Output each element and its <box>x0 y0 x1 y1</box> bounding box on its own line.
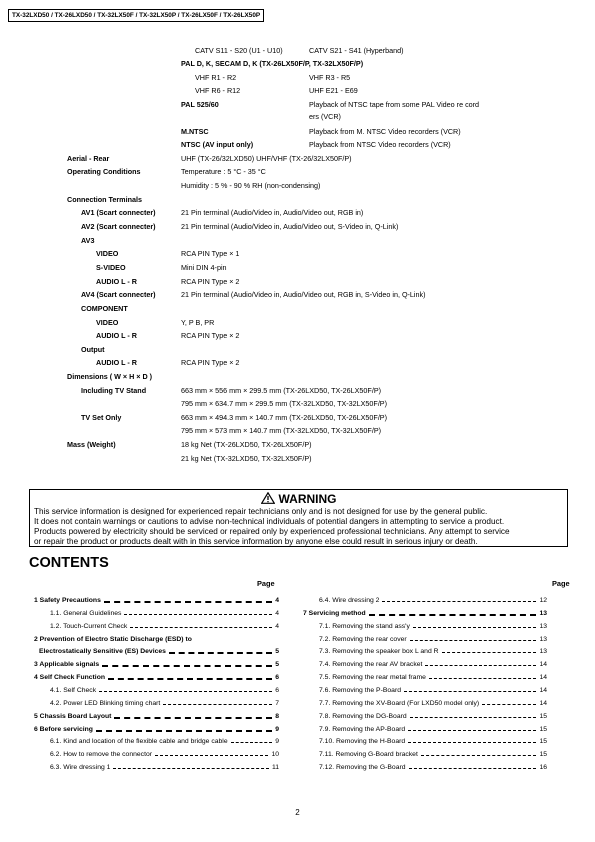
toc-leader <box>124 614 272 615</box>
toc-entry[interactable] <box>34 712 279 722</box>
toc-leader <box>382 601 536 602</box>
toc-entry-title: 6.3. Wire dressing 1 <box>50 764 111 772</box>
toc-entry-page: 15 <box>539 712 547 720</box>
toc-entry-page: 5 <box>275 661 279 669</box>
toc-entry-page: 14 <box>539 674 547 682</box>
toc-leader <box>99 691 272 692</box>
warning-line-1: This service information is designed for experienced repair technicians only and is not designed for use by the general public. <box>34 507 488 516</box>
toc-entry[interactable] <box>50 763 279 773</box>
toc-leader <box>113 768 268 769</box>
toc-entry[interactable] <box>319 750 547 760</box>
toc-entry-title: 7.6. Removing the P-Board <box>319 686 401 694</box>
page-column-label-right: Page <box>552 579 570 588</box>
av3-svideo-label: S-VIDEO <box>96 263 126 272</box>
toc-entry[interactable] <box>50 737 279 747</box>
toc-entry-page: 13 <box>539 648 547 656</box>
aerial-label: Aerial - Rear <box>67 154 110 163</box>
toc-entry-page: 4 <box>275 609 279 617</box>
mntsc-value: Playback from M. NTSC Video recorders (VCR) <box>309 127 461 136</box>
toc-entry[interactable] <box>319 673 547 683</box>
toc-entry[interactable] <box>319 635 547 645</box>
toc-entry-page: 14 <box>539 661 547 669</box>
warning-title: WARNING <box>278 492 337 506</box>
toc-leader <box>231 742 273 743</box>
toc-entry-page: 10 <box>271 751 279 759</box>
toc-leader <box>96 730 272 732</box>
component-audio-value: RCA PIN Type × 2 <box>181 331 240 340</box>
toc-entry[interactable] <box>319 763 547 773</box>
toc-entry-page: 4 <box>275 622 279 630</box>
av3-svideo-value: Mini DIN 4-pin <box>181 263 227 272</box>
connection-heading: Connection Terminals <box>67 195 142 204</box>
toc-entry[interactable] <box>319 699 547 709</box>
toc-entry[interactable] <box>34 725 279 735</box>
ntsc-label: NTSC (AV input only) <box>181 140 254 149</box>
av3-video-value: RCA PIN Type × 1 <box>181 249 240 258</box>
toc-leader <box>108 678 272 680</box>
toc-leader <box>169 652 272 654</box>
toc-entry[interactable] <box>50 609 279 619</box>
output-audio-value: RCA PIN Type × 2 <box>181 358 240 367</box>
component-video-value: Y, P B, PR <box>181 318 215 327</box>
model-header: TX-32LXD50 / TX-26LXD50 / TX-32LX50F / TX-32LX50P / TX-26LX50F / TX-26LX50P <box>8 9 264 22</box>
toc-leader <box>409 768 537 769</box>
toc-entry-title: 7.4. Removing the rear AV bracket <box>319 661 423 669</box>
vhf2-a: VHF R6 - R12 <box>195 86 241 95</box>
toc-entry[interactable] <box>319 686 547 696</box>
toc-entry-title: 7.10. Removing the H-Board <box>319 738 406 746</box>
catv-a: CATV S11 - S20 (U1 - U10) <box>195 46 283 55</box>
toc-leader <box>442 652 537 653</box>
mntsc-label: M.NTSC <box>181 127 209 136</box>
warning-line-2: It does not contain warnings or cautions to advise non-technical individuals of potential dangers in attempting to service a product. <box>34 517 505 526</box>
toc-leader <box>114 717 272 719</box>
toc-entry-page: 13 <box>539 609 547 617</box>
toc-entry-title: 1 Safety Precautions <box>34 597 101 604</box>
output-label: Output <box>81 345 105 354</box>
warning-line-3: Products powered by electricity should be serviced or repaired only by experienced professional technicians. Any attempt to service <box>34 527 510 536</box>
toc-entry-page: 9 <box>275 725 279 733</box>
toc-entry-page: 13 <box>539 635 547 643</box>
toc-leader <box>404 691 536 692</box>
toc-entry-title: 7.3. Removing the speaker box L and R <box>319 648 439 656</box>
toc-leader <box>410 717 537 718</box>
toc-entry-page: 14 <box>539 699 547 707</box>
component-video-label: VIDEO <box>96 318 119 327</box>
toc-leader <box>421 755 537 756</box>
output-audio-label: AUDIO L - R <box>96 358 137 367</box>
mass-label: Mass (Weight) <box>67 440 116 449</box>
tvset-value-2: 795 mm × 573 mm × 140.7 mm (TX-32LXD50, TX-32LX50F/P) <box>181 426 382 435</box>
page-column-label-left: Page <box>257 579 275 588</box>
toc-entry-page: 11 <box>271 764 279 772</box>
av1-label: AV1 (Scart connecter) <box>81 208 156 217</box>
toc-entry-page: 6 <box>275 674 279 682</box>
mass-value-2: 21 kg Net (TX-32LXD50, TX-32LX50F/P) <box>181 454 312 463</box>
av3-audio-value: RCA PIN Type × 2 <box>181 277 240 286</box>
toc-entry[interactable] <box>34 660 279 670</box>
toc-leader <box>130 627 272 628</box>
toc-entry[interactable] <box>319 622 547 632</box>
toc-entry-title: 4 Self Check Function <box>34 674 106 682</box>
toc-entry-title: 7.1. Removing the stand ass'y <box>319 622 410 630</box>
av4-value: 21 Pin terminal (Audio/Video in, Audio/Video out, RGB in, S-Video in, Q-Link) <box>181 290 426 299</box>
toc-entry-title: 7.12. Removing the G-Board <box>319 764 406 772</box>
toc-leader <box>413 627 537 628</box>
toc-entry[interactable] <box>39 647 279 657</box>
toc-entry-title: 7.5. Removing the rear metal frame <box>319 674 426 682</box>
catv-b: CATV S21 - S41 (Hyperband) <box>309 46 404 55</box>
av3-video-label: VIDEO <box>96 249 119 258</box>
toc-entry-page: 12 <box>539 597 547 604</box>
tvset-value-1: 663 mm × 494.3 mm × 140.7 mm (TX-26LXD50, TX-26LX50F/P) <box>181 413 387 422</box>
toc-entry-title: 6.4. Wire dressing 2 <box>319 597 380 604</box>
aerial-value: UHF (TX-26/32LXD50) UHF/VHF (TX-26/32LX50F/P) <box>181 154 352 163</box>
warning-heading <box>30 492 567 506</box>
toc-entry-title: 4.2. Power LED Blinking timing chart <box>50 699 161 707</box>
toc-entry-page: 4 <box>275 597 279 604</box>
ntsc-value: Playback from NTSC Video recorders (VCR) <box>309 140 451 149</box>
toc-leader <box>369 614 537 616</box>
toc-entry-title: 5 Chassis Board Layout <box>34 712 112 720</box>
toc-entry-title: 6.1. Kind and location of the flexible cable and bridge cable <box>50 738 228 746</box>
toc-entry-title: 3 Applicable signals <box>34 661 100 669</box>
toc-leader <box>429 678 537 679</box>
vhf2-b: UHF E21 - E69 <box>309 86 358 95</box>
toc-entry-page: 14 <box>539 686 547 694</box>
av2-label: AV2 (Scart connecter) <box>81 222 156 231</box>
toc-leader <box>408 730 536 731</box>
toc-entry-title: 6 Before servicing <box>34 725 93 733</box>
toc-entry-title: 7.11. Removing G-Board bracket <box>319 751 418 759</box>
pal525-label: PAL 525/60 <box>181 100 219 109</box>
toc-leader <box>408 742 536 743</box>
contents-title: CONTENTS <box>29 555 109 571</box>
stand-label: Including TV Stand <box>81 386 147 395</box>
pal525-value-2: ers (VCR) <box>309 112 341 121</box>
toc-entry-title: 7.2. Removing the rear cover <box>319 635 407 643</box>
toc-entry-title: 6.2. How to remove the connector <box>50 751 153 759</box>
warning-line-4: or repair the product or products dealt with in this service information by anyone else could result in serious injury or death. <box>34 537 478 546</box>
toc-entry-title: 2 Prevention of Electro Static Discharge (ESD) to <box>34 635 192 643</box>
toc-entry-title: 7 Servicing method <box>303 609 366 617</box>
toc-leader <box>163 704 272 705</box>
av3-audio-label: AUDIO L - R <box>96 277 137 286</box>
toc-entry-page: 8 <box>275 712 279 720</box>
toc-entry[interactable] <box>50 699 279 709</box>
av2-value: 21 Pin terminal (Audio/Video in, Audio/Video out, S-Video in, Q-Link) <box>181 222 399 231</box>
toc-entry-title: 1.1. General Guidelines <box>50 609 122 617</box>
dimensions-heading: Dimensions ( W × H × D ) <box>67 372 153 381</box>
toc-entry-page: 15 <box>539 725 547 733</box>
operating-temp: Temperature : 5 °C - 35 °C <box>181 167 266 176</box>
toc-entry-title: 1.2. Touch-Current Check <box>50 622 128 630</box>
toc-entry-title: Electrostatically Sensitive (ES) Devices <box>39 648 166 656</box>
toc-entry-page: 15 <box>539 738 547 746</box>
av4-label: AV4 (Scart connecter) <box>81 290 156 299</box>
toc-leader <box>102 665 272 667</box>
toc-entry[interactable] <box>319 737 547 747</box>
toc-entry-page: 16 <box>539 764 547 772</box>
toc-entry-title: 4.1. Self Check <box>50 686 97 694</box>
toc-entry[interactable] <box>319 660 547 670</box>
toc-leader <box>104 601 272 603</box>
toc-entry[interactable] <box>319 712 547 722</box>
pal525-value-1: Playback of NTSC tape from some PAL Video re cord <box>309 100 480 109</box>
toc-entry[interactable] <box>319 647 547 657</box>
toc-entry[interactable] <box>319 596 547 606</box>
toc-entry[interactable] <box>50 622 279 632</box>
toc-leader <box>482 704 536 705</box>
stand-value-2: 795 mm × 634.7 mm × 299.5 mm (TX-32LXD50, TX-32LX50F/P) <box>181 399 387 408</box>
mass-value-1: 18 kg Net (TX-26LXD50, TX-26LX50F/P) <box>181 440 312 449</box>
av3-label: AV3 <box>81 236 95 245</box>
toc-entry-page: 9 <box>275 738 279 746</box>
toc-leader <box>155 755 268 756</box>
operating-humidity: Humidity : 5 % - 90 % RH (non-condensing) <box>181 181 321 190</box>
stand-value-1: 663 mm × 556 mm × 299.5 mm (TX-26LXD50, TX-26LX50F/P) <box>181 386 382 395</box>
toc-entry-title: 7.7. Removing the XV-Board (For LXD50 model only) <box>319 699 480 707</box>
toc-entry-title: 7.8. Removing the DG-Board <box>319 712 407 720</box>
toc-entry[interactable] <box>50 750 279 760</box>
toc-entry-page: 7 <box>275 699 279 707</box>
toc-leader <box>425 665 536 666</box>
av1-value: 21 Pin terminal (Audio/Video in, Audio/Video out, RGB in) <box>181 208 364 217</box>
vhf1-a: VHF R1 - R2 <box>195 73 237 82</box>
toc-entry-page: 6 <box>275 686 279 694</box>
toc-entry[interactable] <box>319 725 547 735</box>
component-label: COMPONENT <box>81 304 128 313</box>
toc-entry-page: 5 <box>275 648 279 656</box>
toc-entry[interactable] <box>34 635 279 645</box>
toc-entry[interactable] <box>50 686 279 696</box>
page-number: 2 <box>295 808 300 817</box>
toc-entry[interactable] <box>34 673 279 683</box>
toc-entry-title: 7.9. Removing the AP-Board <box>319 725 406 733</box>
vhf1-b: VHF R3 - R5 <box>309 73 351 82</box>
warning-box <box>29 489 568 547</box>
toc-entry[interactable] <box>34 596 279 606</box>
toc-leader <box>410 640 537 641</box>
toc-entry-page: 15 <box>539 751 547 759</box>
toc-entry[interactable] <box>303 609 547 619</box>
component-audio-label: AUDIO L - R <box>96 331 137 340</box>
tvset-label: TV Set Only <box>81 413 122 422</box>
warning-triangle-icon <box>261 492 275 504</box>
toc-entry-page: 13 <box>539 622 547 630</box>
operating-label: Operating Conditions <box>67 167 141 176</box>
pal-heading: PAL D, K, SECAM D, K (TX-26LX50F/P, TX-32LX50F/P) <box>181 59 364 68</box>
